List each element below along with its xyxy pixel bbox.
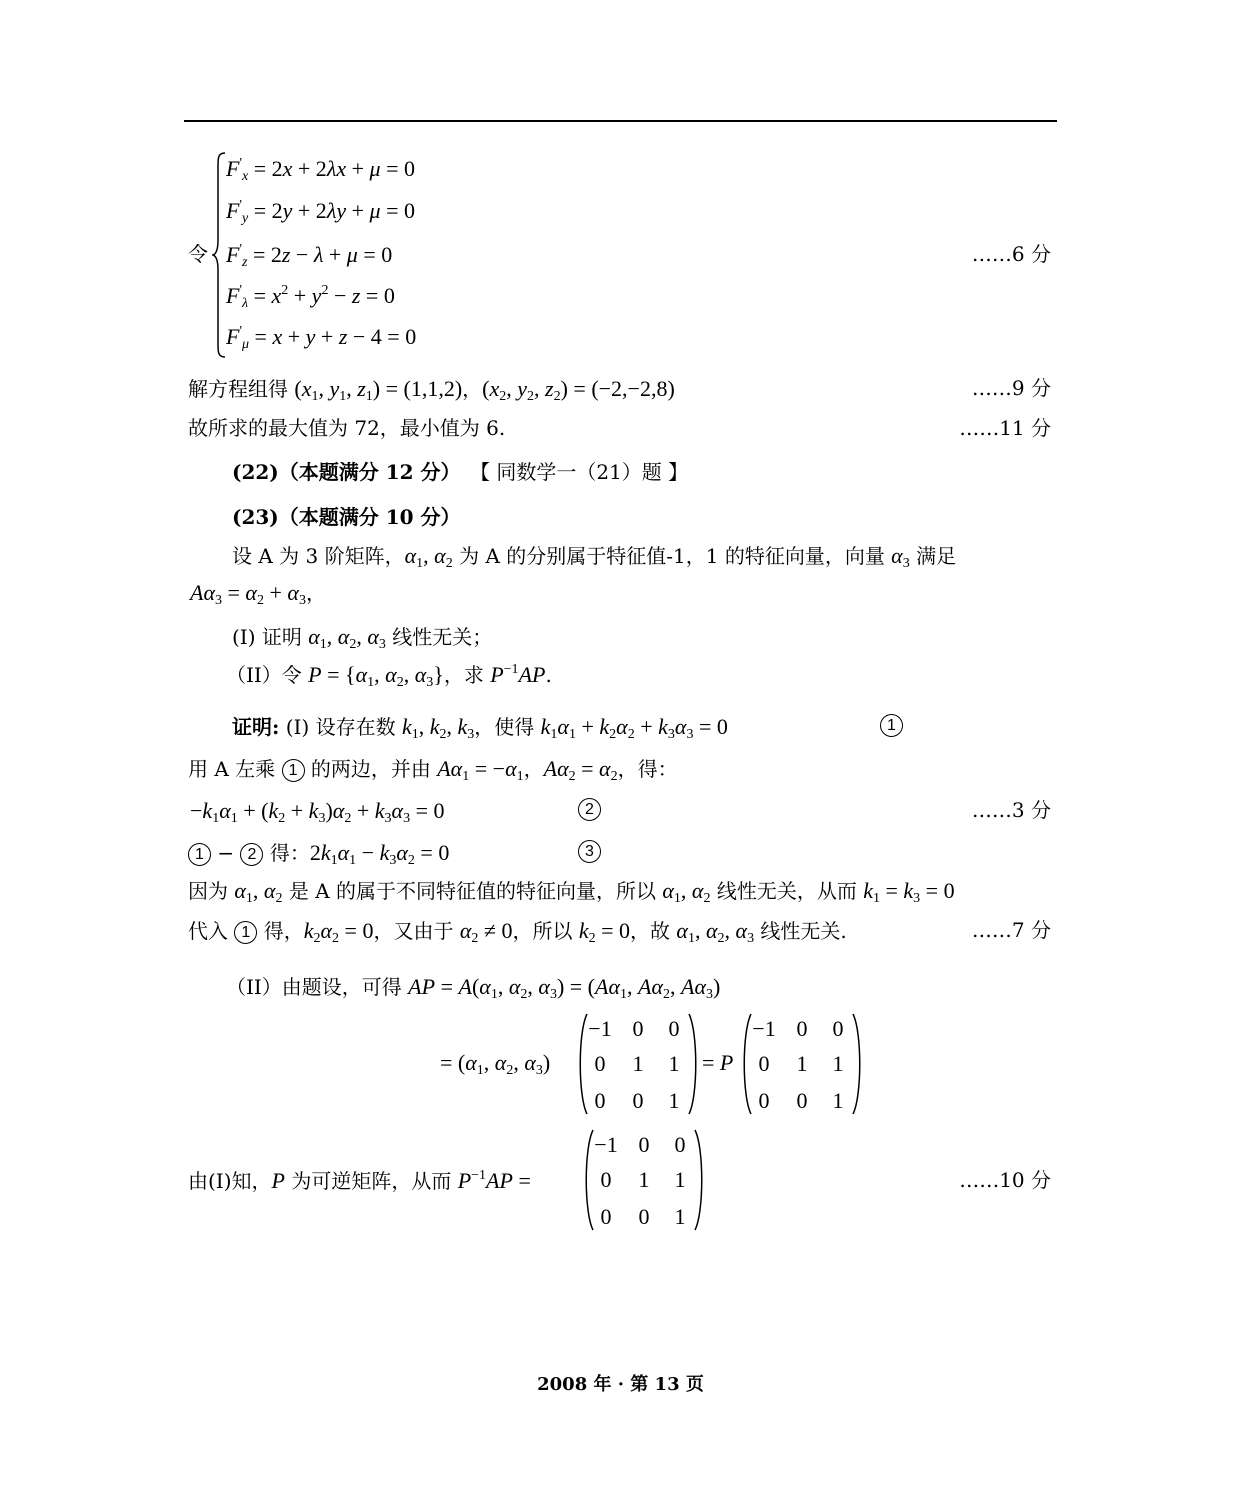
matrix-cell: 0 (632, 1088, 644, 1113)
matrix-cell: 0 (600, 1204, 612, 1229)
matrix-cell: 1 (638, 1167, 650, 1192)
matrix-cell: 1 (832, 1088, 844, 1113)
matrix-cell: −1 (588, 1016, 612, 1041)
matrix-cell: 0 (632, 1016, 644, 1041)
matrix-cell: 1 (832, 1051, 844, 1076)
matrix-cell: −1 (752, 1016, 776, 1041)
q23-heading: (23)（本题满分 10 分） (232, 505, 461, 529)
equation-flambda: $F'_\lambda = x^2 + y^2 - z = 0$ (226, 283, 395, 311)
header-rule (184, 120, 1057, 122)
q23-part1: (I) 证明 $\alpha_1$, $\alpha_2$, $\alpha_3$ 线性无关； (232, 624, 493, 652)
system-prefix: 令 (188, 242, 208, 266)
score-9: ……9 分 (971, 376, 1051, 400)
q22-note: 【 同数学一（21）题 】 (470, 460, 689, 484)
proof-label: 证明: (232, 715, 280, 739)
matrix-cell: 0 (594, 1051, 606, 1076)
matrix-cell: 0 (674, 1132, 686, 1157)
matrix-3 (582, 1128, 706, 1232)
part2-line1: （II）由题设，可得 AP = $A(\alpha_1$, $\alpha_2$, $\alpha_3) = (A\alpha_1$, $A\alpha_2$, $A\alpha_3$) (226, 974, 721, 1002)
equation-fmu: $F'_\mu = x + y + z - 4 = 0$ (226, 324, 417, 352)
matrix-cell: 0 (796, 1016, 808, 1041)
matrix-1 (576, 1012, 700, 1116)
q22-heading: (22)（本题满分 12 分） (232, 460, 461, 484)
matrix-cell: 1 (796, 1051, 808, 1076)
score-10: ……10 分 (959, 1168, 1051, 1192)
left-brace-icon (212, 152, 226, 358)
score-11: ……11 分 (959, 416, 1051, 440)
matrix-cell: 0 (638, 1132, 650, 1157)
proof-line6: 代入 1 得，$k_2\alpha_2 = 0$，又由于 $\alpha_2 \ne 0$，所以 $k_2 = 0$，故 $\alpha_1$, $\alpha_2$, $\alpha_3$ 线性无关. (188, 918, 847, 946)
q23-stem-line2: $A\alpha_3 = \alpha_2 + \alpha_3$， (190, 580, 326, 608)
part2-line3: 由(I)知，P 为可逆矩阵，从而 $P^{-1}AP$ = (188, 1168, 531, 1193)
part2-line2-left: = ($\alpha_1$, $\alpha_2$, $\alpha_3$) (440, 1050, 551, 1078)
matrix-cell: 1 (668, 1051, 680, 1076)
equation-fy: $F'_y = 2y + 2\lambda y + \mu = 0$ (226, 198, 415, 226)
matrix-cell: 0 (758, 1051, 770, 1076)
matrix-cell: 0 (758, 1088, 770, 1113)
equation-fz: $F'_z = 2z - \lambda + \mu = 0$ (226, 242, 393, 270)
result-line: 故所求的最大值为 72，最小值为 6. (188, 416, 506, 440)
matrix-cell: 0 (796, 1088, 808, 1113)
proof-line3: $-k_1\alpha_1 + (k_2 + k_3)\alpha_2 + k_3\alpha_3 = 0$ (190, 798, 445, 826)
proof-line5: 因为 $\alpha_1$, $\alpha_2$ 是 A 的属于不同特征值的特征向量，所以 $\alpha_1$, $\alpha_2$ 线性无关，从而 $k_1 = k_3 = 0$ (188, 878, 955, 906)
score-7: ……7 分 (971, 918, 1051, 942)
matrix-cell: 1 (632, 1051, 644, 1076)
equation-mark-2: 2 (578, 798, 601, 821)
matrix-cell: 0 (600, 1167, 612, 1192)
score-6: ……6 分 (971, 242, 1051, 266)
part2-line2-mid: = P (702, 1050, 734, 1075)
matrix-cell: 0 (668, 1016, 680, 1041)
matrix-2 (740, 1012, 864, 1116)
matrix-cell: −1 (594, 1132, 618, 1157)
equation-fx: $F'_x = 2x + 2\lambda x + \mu = 0$ (226, 156, 415, 184)
proof-line2: 用 A 左乘 1 的两边，并由 $A\alpha_1 = -\alpha_1$，$A\alpha_2 = \alpha_2$，得： (188, 756, 678, 784)
page-footer: 2008 年 · 第 13 页 (537, 1374, 704, 1395)
proof-line1: 证明: (I) 设存在数 $k_1$, $k_2$, $k_3$，使得 $k_1\alpha_1 + k_2\alpha_2 + k_3\alpha_3 = 0$ (232, 714, 728, 742)
solve-line: 解方程组得 ($x_1$, $y_1$, $z_1) = (1,1,2)$，($x_2$, $y_2$, $z_2) = (-2,-2,8)$ (188, 376, 675, 404)
matrix-cell: 1 (674, 1204, 686, 1229)
matrix-cell: 0 (594, 1088, 606, 1113)
proof-line4: 1 − 2 得：$2k_1\alpha_1 - k_3\alpha_2 = 0$ (188, 842, 449, 866)
matrix-cell: 0 (638, 1204, 650, 1229)
q23-stem-line1: 设 A 为 3 阶矩阵，$\alpha_1$, $\alpha_2$ 为 A 的分别属于特征值-1，1 的特征向量，向量 $\alpha_3$ 满足 (232, 543, 957, 571)
score-3: ……3 分 (971, 798, 1051, 822)
q23-part2: （II）令 $P = \{\alpha_1$, $\alpha_2$, $\alpha_3$}，求 $P^{-1}AP$. (226, 662, 552, 690)
matrix-cell: 0 (832, 1016, 844, 1041)
matrix-cell: 1 (668, 1088, 680, 1113)
equation-mark-3: 3 (578, 840, 601, 863)
equation-mark-1: 1 (880, 714, 903, 737)
matrix-cell: 1 (674, 1167, 686, 1192)
